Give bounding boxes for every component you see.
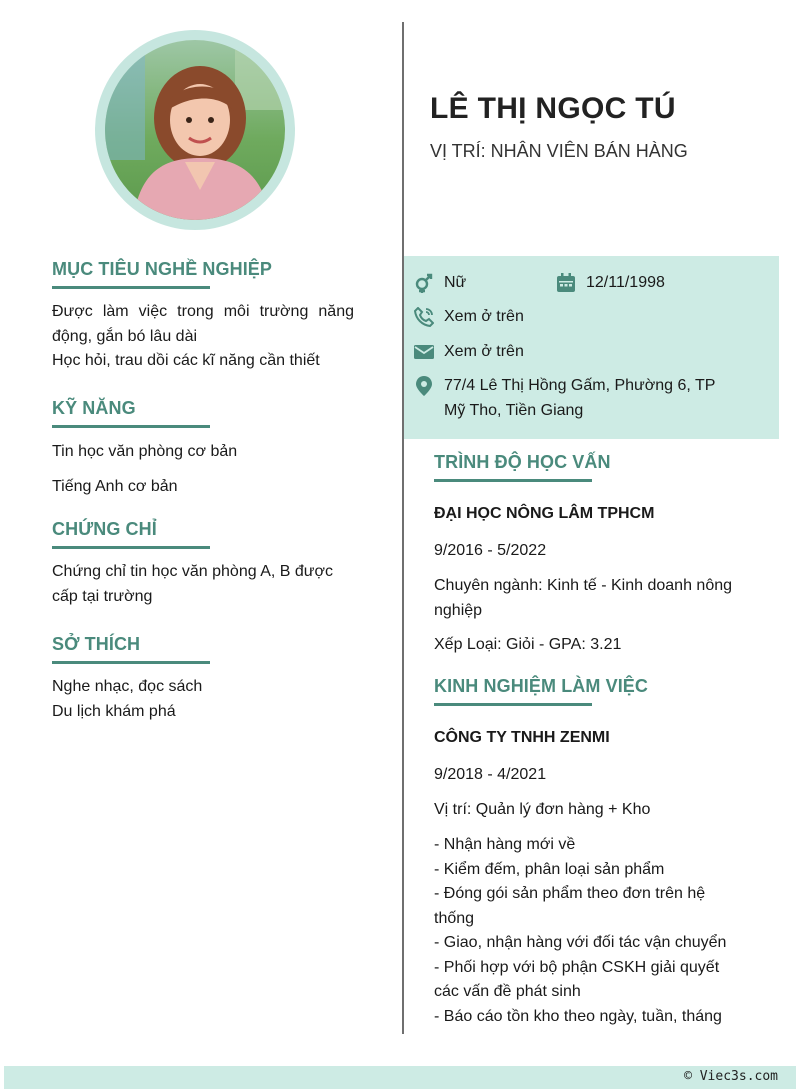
experience-section (434, 676, 648, 706)
experience-duties (434, 833, 764, 1029)
phone-value: Xem ở trên (444, 308, 524, 325)
skill-item: Tin học văn phòng cơ bản (52, 443, 238, 460)
education-grade: Xếp Loại: Giỏi - GPA: 3.21 (434, 636, 622, 653)
duty-line: - Đóng gói sản phẩm theo đơn trên hệ (434, 885, 706, 902)
duty-line: - Giao, nhận hàng với đối tác vận chuyển (434, 934, 727, 951)
address-value (444, 373, 715, 423)
objective-title: MỤC TIÊU NGHỀ NGHIỆP (52, 259, 273, 279)
duty-line: - Nhận hàng mới về (434, 836, 576, 853)
education-period: 9/2016 - 5/2022 (434, 542, 547, 559)
objective-line: Được làm việc trong môi trường năng (52, 303, 354, 320)
address-row (414, 373, 715, 423)
skills-rule (52, 425, 210, 428)
calendar-icon (556, 270, 586, 301)
duty-line: - Báo cáo tồn kho theo ngày, tuần, tháng (434, 1007, 722, 1025)
skill-item: Tiếng Anh cơ bản (52, 478, 178, 495)
candidate-name: LÊ THỊ NGỌC TÚ (430, 92, 676, 125)
experience-rule (434, 703, 592, 706)
certificates-text (52, 560, 354, 609)
objective-line: Học hỏi, trau dồi các kĩ năng cần thiết (52, 352, 320, 369)
education-rule (434, 479, 592, 482)
objective-text (52, 300, 354, 374)
education-major (434, 574, 764, 623)
education-section (434, 452, 611, 482)
hobby-line: Du lịch khám phá (52, 702, 176, 720)
hobbies-rule (52, 661, 210, 664)
phone-icon (414, 304, 444, 335)
duty-line: các vấn đề phát sinh (434, 983, 581, 1000)
duty-line: - Kiểm đếm, phân loại sản phẩm (434, 860, 665, 878)
gender-row (414, 270, 466, 301)
avatar (105, 40, 285, 220)
hobbies-section (52, 634, 210, 664)
email-row (414, 339, 524, 370)
skills-section (52, 398, 210, 428)
school-name: ĐẠI HỌC NÔNG LÂM TPHCM (434, 505, 655, 522)
skills-title: KỸ NĂNG (52, 398, 136, 418)
birthday-value: 12/11/1998 (586, 274, 665, 291)
certificates-title: CHỨNG CHỈ (52, 519, 157, 539)
company-name: CÔNG TY TNHH ZENMI (434, 729, 610, 746)
objective-line: động, gắn bó lâu dài (52, 327, 198, 345)
certificates-rule (52, 546, 210, 549)
hobby-line: Nghe nhạc, đọc sách (52, 678, 203, 695)
major-line: nghiệp (434, 601, 483, 619)
objective-rule (52, 286, 210, 289)
duty-line: - Phối hợp với bộ phận CSKH giải quyết (434, 958, 720, 976)
email-icon (414, 339, 444, 370)
birthday-row (556, 270, 665, 301)
gender-value: Nữ (444, 274, 467, 291)
objective-section (52, 259, 272, 289)
column-divider (402, 22, 404, 1034)
phone-row (414, 304, 524, 335)
education-title: TRÌNH ĐỘ HỌC VẤN (434, 452, 611, 472)
location-pin-icon (414, 373, 444, 404)
candidate-position: VỊ TRÍ: NHÂN VIÊN BÁN HÀNG (430, 141, 688, 161)
footer-bar (4, 1066, 796, 1089)
experience-role: Vị trí: Quản lý đơn hàng + Kho (434, 801, 651, 818)
address-line: 77/4 Lê Thị Hồng Gấm, Phường 6, TP (444, 377, 716, 394)
gender-icon (414, 270, 444, 301)
certificate-line: cấp tại trường (52, 587, 153, 605)
experience-title: KINH NGHIỆM LÀM VIỆC (434, 676, 649, 696)
certificate-line: Chứng chỉ tin học văn phòng A, B được (52, 563, 333, 580)
duty-line: thống (434, 909, 475, 927)
email-value: Xem ở trên (444, 343, 524, 360)
experience-period: 9/2018 - 4/2021 (434, 766, 547, 783)
footer-watermark: © Viec3s.com (684, 1069, 778, 1084)
major-line: Chuyên ngành: Kinh tế - Kinh doanh nông (434, 577, 733, 594)
hobbies-title: SỞ THÍCH (52, 634, 141, 654)
certificates-section (52, 519, 210, 549)
hobbies-text (52, 675, 354, 724)
address-line: Mỹ Tho, Tiền Giang (444, 402, 584, 419)
